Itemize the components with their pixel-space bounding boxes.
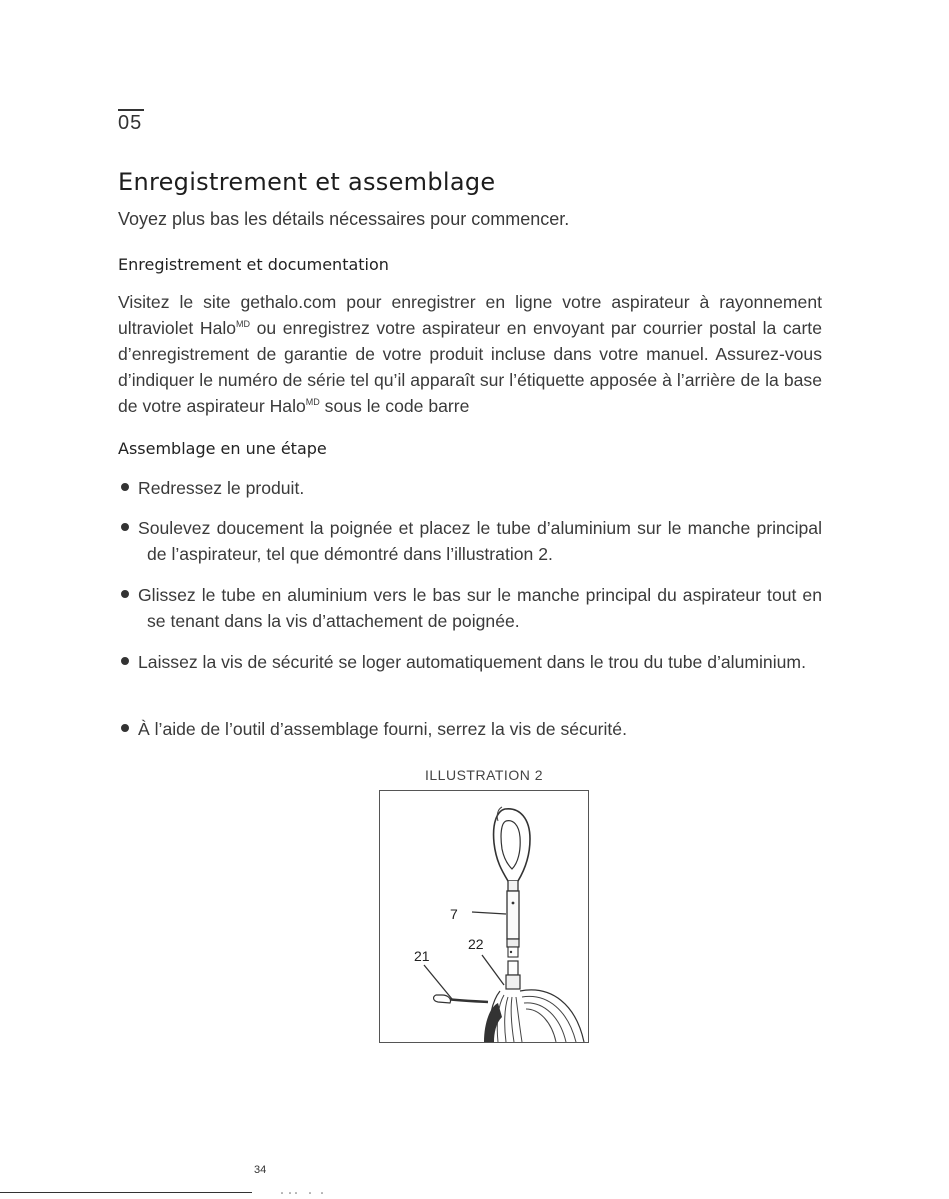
assembly-step-text: Soulevez doucement la poignée et placez le tube d’aluminium sur le manche principal de l’aspirateur, tel que démontré dans l’illustration 2. — [138, 518, 822, 564]
registration-text-3: sous le code barre — [319, 396, 470, 416]
page-title: Enregistrement et assemblage — [118, 168, 496, 196]
intro-text: Voyez plus bas les détails nécessaires pour commencer. — [118, 209, 570, 229]
section-number — [118, 112, 142, 135]
assembly-step — [118, 475, 822, 501]
registration-text-1: Visitez le site gethalo.com pour enregistrer en ligne votre aspirateur à rayonnement ultraviolet Halo — [118, 292, 822, 338]
bullet-dot-icon — [121, 657, 129, 665]
callout-label: 22 — [468, 936, 484, 952]
illustration-frame — [379, 790, 589, 1043]
assembly-step — [118, 649, 822, 675]
assembly-step-text: Laissez la vis de sécurité se loger automatiquement dans le trou du tube d’aluminium. — [138, 652, 806, 672]
vacuum-assembly-illustration — [380, 791, 588, 1042]
bullet-dot-icon — [121, 523, 129, 531]
footer-rule — [0, 1192, 252, 1193]
footer-dots — [262, 1190, 352, 1196]
assembly-step-text: Redressez le produit. — [138, 478, 305, 498]
page-number: 34 — [254, 1164, 267, 1176]
assembly-step — [118, 582, 822, 634]
bullet-dot-icon — [121, 590, 129, 598]
section-number-bar — [118, 109, 144, 111]
trademark-sup-1: MD — [236, 319, 251, 329]
assembly-step-text: Glissez le tube en aluminium vers le bas sur le manche principal du aspirateur tout en se tenant dans la vis d’attachement de poignée. — [138, 585, 822, 631]
assembly-heading: Assemblage en une étape — [118, 439, 327, 458]
assembly-step — [118, 716, 822, 742]
illustration-caption: ILLUSTRATION 2 — [425, 767, 543, 783]
section-number-text: 05 — [118, 112, 143, 134]
registration-heading: Enregistrement et documentation — [118, 255, 389, 274]
bullet-dot-icon — [121, 483, 129, 491]
bullet-dot-icon — [121, 724, 129, 732]
callout-label: 7 — [450, 906, 458, 922]
callout-label: 21 — [414, 948, 430, 964]
trademark-sup-2: MD — [305, 397, 320, 407]
assembly-step-text: À l’aide de l’outil d’assemblage fourni, serrez la vis de sécurité. — [138, 719, 627, 739]
registration-paragraph — [118, 289, 822, 419]
registration-text-2: ou enregistrez votre aspirateur en envoyant par courrier postal la carte d’enregistrement de garantie de votre produit incluse dans votre manuel. Assurez-vous d’indiquer le numéro de série tel qu’il apparaît sur l’étiquette apposée à l’arrière de la base de votre aspirateur Halo — [118, 318, 822, 416]
assembly-step — [118, 515, 822, 567]
